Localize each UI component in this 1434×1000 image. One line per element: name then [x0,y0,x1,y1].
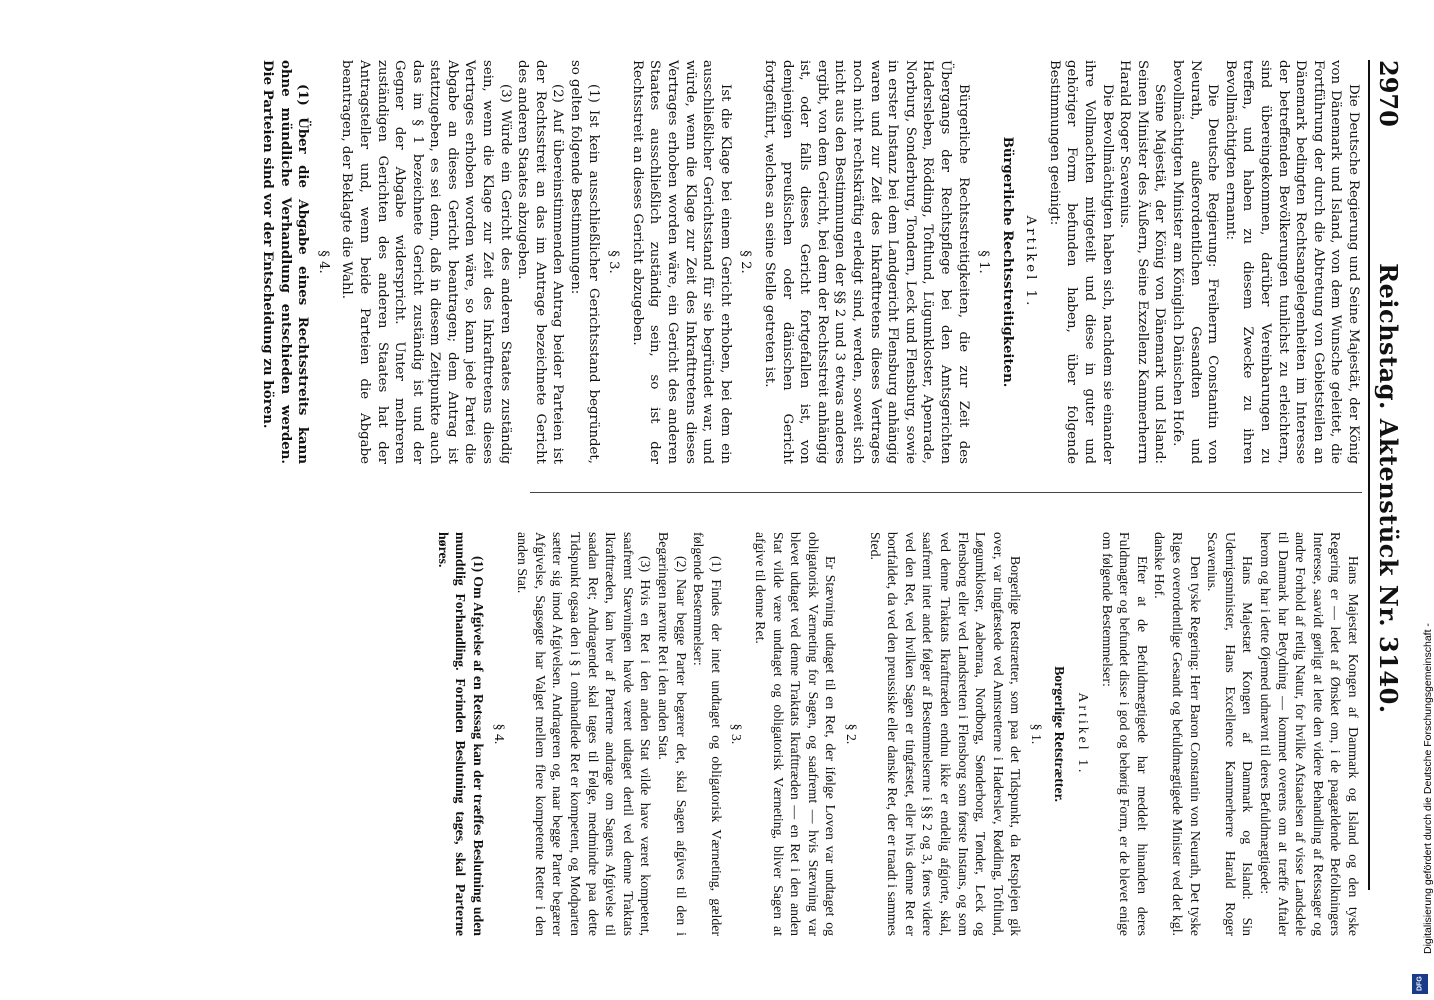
paragraph: Die Bevollmächtigten haben sich, nachdem sie einander ihre Vollmachten mitgeteilt und diese in guter und gehöriger Form befunden haben, über folgende Bestimmungen geeinigt: [1046,60,1115,464]
paragraph: (1) Findes der intet undtaget og obligatorisk Værneting, gælder følgende Bestemmelser: [691,532,724,936]
paragraph: Efter at de Befuldmægtigede har meddelt hinanden deres Fuldmagter og befundet disse i god og behørig Form, er de blevet enige om følgende Bestemmelser: [1099,532,1150,936]
article-label: Artikel 1. [1076,692,1092,776]
paragraph: (1) Über die Abgabe eines Rechtsstreits kann ohne mündliche Verhandlung entschieden werden. Die Parteien sind vor der Entscheidung zu hören. [259,60,311,464]
section-label: § 3. [729,723,745,745]
column-divider [530,492,1362,493]
paragraph: Den tyske Regering: Herr Baron Constantin von Neurath, Det tyske Riges overordentlige Gesandt og befuldmægtigede Minister ved det kgl. danske Hof. [1152,532,1203,936]
dfg-logo: DFG [1412,974,1428,994]
danish-column [434,532,1362,936]
article-label: Artikel 1. [1023,215,1039,309]
section-label: § 2. [738,250,754,274]
article-heading: Bürgerliche Rechtsstreitigkeiten. [999,136,1015,388]
paragraph: (2) Auf übereinstimmenden Antrag beider Parteien ist der Rechtsstreit an das im Antrage bezeichnete Gericht des anderen Staates abzugeben. [515,60,566,464]
section-label: § 3. [606,250,622,274]
section-label: § 4. [315,250,331,274]
page-title: Reichstag. Aktenstück Nr. 3140. [1374,263,1403,714]
paragraph: (3) Hvis en Ret i den anden Stat vilde have været kompetent, saafremt Stævningen havde været udtaget dertil ved denne Traktats Ikrafttræden, kan hver af Parterne andrage om Sagens Afgivelse til saadan Ret; Andragendet skal tages til Følge, medmindre paa dette Tidspunkt ogsaa den i § 1 omhandlede Ret er kompetent, og Modparten sætter sig imod Afgivelsen. Andrageren og, naar begge Parter begærer Afgivelse, Sagsøgte har Valget mellem flere kompetente Retter i den anden Stat. [515,532,654,936]
page-number: 2970 [1374,60,1403,127]
paragraph: (1) Om Afgivelse af en Retssag kan der træffes Beslutning uden mundtlig Forhandling. Forinden Beslutning tages, skal Parterne høres. [435,532,487,936]
paragraph: (1) Ist kein ausschließlicher Gerichtsstand begründet, so gelten folgende Bestimmungen: [568,60,601,464]
paragraph: Hans Majestæt Kongen af Danmark og Island og den tyske Regering er — ledet af Ønsket om, i de paagældende Befolkningers Interesse, saavidt gørligt at lette den videre Behandling af Retssager og andre Forhold af retlig Natur, for hvilke Afstaaelsen af visse Landsdele til Danmark har Betydning — kommet overens om at træffe Aftaler herom og har i dette Øjemed udnævnt til deres Befuldmægtigede: [1258,532,1361,936]
section-label: § 2. [843,723,859,745]
paragraph: Die Deutsche Regierung und Seine Majestät, der König von Dänemark und Island, von dem Wunsche geleitet, die Fortführung der durch die Abtretung von Gebietsteilen an Dänemark bedingten Rechtsangelegenheiten im Interesse der betreffenden Bevölkerungen tunlichst zu erleichtern, sind übereingekommen, darüber Vereinbarungen zu treffen, und haben zu diesem Zwecke zu ihren Bevollmächtigten ernannt: [1222,60,1361,464]
german-column [258,60,1362,464]
paragraph: Seine Majestät, der König von Dänemark und Island: Seinen Minister des Äußern, Seine Exzellenz Kammerherrn Harald Roger Scavenius. [1117,60,1168,464]
section-label: § 4. [491,723,507,745]
paragraph: Er Stævning udtaget til en Ret, der ifølge Loven var undtaget og obligatorisk Værneting for Sagen, og saafremt — hvis Stævning var blevet udtaget ved denne Traktats Ikrafttræden — en Ret i den anden Stat vilde være undtaget og obligatorisk Værneting, bliver Sagen at afgive til denne Ret. [753,532,839,936]
paragraph: (2) Naar begge Parter begærer det, skal Sagen afgives til den i Begæringen nævnte Ret i den anden Stat. [656,532,689,936]
digitization-credit: Digitalisierung gefördert durch die Deutsche Forschungsgemeinschaft - [1422,623,1434,954]
section-label: § 1. [1028,723,1044,745]
paragraph: Borgerlige Retstrætter, som paa det Tidspunkt, da Retsplejen gik over, var tingfæstede ved Amtsretterne i Haderslev, Rødding, Toftlund, Løgumkloster, Aabenraa, Nordborg, Sønderborg, Tønder, Leck og Flensborg eller ved Landsretten i Flensborg som første Instans, og som ved denne Traktats Ikrafttræden endnu ikke er endelig afgjorte, skal, saafremt intet andet følger af Bestemmelserne i §§ 2 og 3, føres videre ved den Ret, ved hvilken Sagen er tingfæstet, eller hvis denne Ret er bortfaldet, da ved den preussiske eller danske Ret, der er traadt i sammes Sted. [867,532,1024,936]
paragraph: Ist die Klage bei einem Gericht erhoben, bei dem ein ausschließlicher Gerichtsstand für sie begründet war, und würde, wenn die Klage zur Zeit des Inkrafttretens dieses Vertrages erhoben worden wäre, ein Gericht des anderen Staates ausschließlich zuständig sein, so ist der Rechtsstreit an dieses Gericht abzugeben. [629,60,733,464]
section-label: § 1. [976,250,992,274]
article-heading: Borgerlige Retstrætter. [1052,666,1068,802]
paragraph: Hans Majestæt Kongen af Danmark og Island: Sin Udenrigsminister, Hans Excellence Kammerherre Harald Roger Scavenius. [1205,532,1256,936]
paragraph: Die Deutsche Regierung: Freiherrn Constantin von Neurath, außerordentlichen Gesandten und bevollmächtigten Minister am Königlich Dänischen Hofe. [1170,60,1221,464]
paragraph: (3) Würde ein Gericht des anderen Staates zuständig sein, wenn die Klage zur Zeit des Inkrafttretens dieses Vertrages erhoben worden wäre, so kann jede Partei die Abgabe an dieses Gericht beantragen; dem Antrag ist stattzugeben, es sei denn, daß in diesem Zeitpunkte auch das im § 1 bezeichnete Gericht zuständig ist und der Gegner der Abgabe widerspricht. Unter mehreren zuständigen Gerichten des anderen Staates hat der Antragsteller und, wenn beide Parteien die Abgabe beantragen, der Beklagte die Wahl. [339,60,513,464]
paragraph: Bürgerliche Rechtsstreitigkeiten, die zur Zeit des Übergangs der Rechtspflege bei den Amtsgerichten Hadersleben, Rödding, Toftlund, Lügumkloster, Apenrade, Norburg, Sonderburg, Tondern, Leck und Flensburg, sowie in erster Instanz bei dem Landgericht Flensburg anhängig waren und zur Zeit des Inkrafttretens dieses Vertrages noch nicht rechtskräftig erledigt sind, werden, soweit sich nicht aus den Bestimmungen der §§ 2 und 3 etwas anderes ergibt, von dem Gericht, bei dem der Rechtsstreit anhängig ist, oder falls dieses Gericht fortgefallen ist, von demjenigen preußischen oder dänischen Gericht fortgeführt, welches an seine Stelle getreten ist. [762,60,971,464]
digitization-credit-strip [1406,0,1434,1000]
